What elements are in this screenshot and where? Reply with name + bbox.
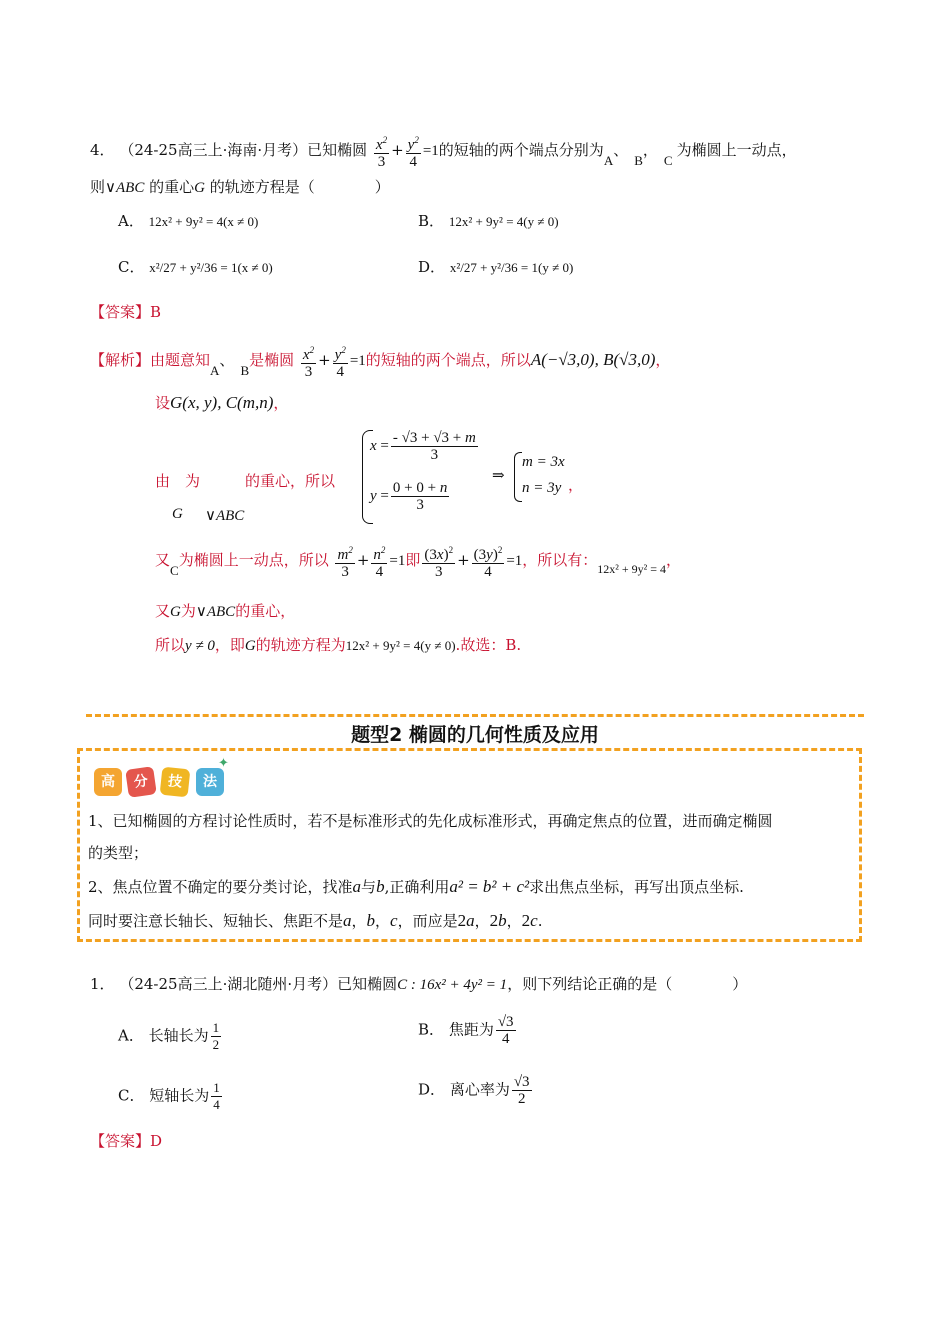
frac-3y2-4: $\frac{(3y)^2}{4}$ — [472, 542, 505, 580]
tip-2: 2、焦点位置不确定的要分类讨论，找准a与b,正确利用a² = b² + c²求出焦点坐标，再写出顶点坐标. — [88, 877, 744, 896]
analysis-point-c: C — [170, 563, 179, 578]
analysis-a8b: ，即 — [214, 636, 245, 654]
q4-stem-d: 则 — [90, 178, 106, 196]
analysis-sep: 、 — [219, 351, 235, 369]
analysis-a7b: 为 — [180, 602, 196, 620]
frac-sqrt3-2: $\frac{√3}{2}$ — [513, 1074, 530, 1107]
tip-3a: 同时要注意长轴长、短轴长、焦距不是 — [88, 912, 344, 930]
section-dash-top — [86, 714, 864, 717]
analysis-a8c: 的轨迹方程为 — [255, 636, 346, 654]
q1-answer: 【答案】D — [90, 1132, 163, 1150]
tip-2d: 求出焦点坐标，再写出顶点坐标. — [529, 878, 744, 896]
analysis-a4e: ， — [273, 394, 289, 412]
q4-sep1: 、 — [613, 141, 629, 159]
q4-answer: 【答案】B — [90, 303, 162, 321]
tip-2c: ,正确利用 — [384, 878, 450, 896]
analysis-a7-triangle: ∨ABC — [195, 604, 236, 620]
option-label: A． — [118, 1026, 144, 1045]
tip-1b: 的类型； — [88, 844, 149, 862]
option-text: x²/27 + y²/36 = 1(y ≠ 0) — [449, 260, 574, 275]
analysis-a5-triangle: ∨ABC — [205, 508, 245, 524]
analysis-a6: 又 — [155, 551, 171, 569]
analysis-a5: 由 为 的重心，所以 — [155, 472, 336, 490]
q4-number: 4． — [90, 141, 115, 159]
option-label: A． — [118, 212, 144, 230]
option-label: D． — [418, 1080, 446, 1099]
q1-equation: C : 16x² + 4y² = 1 — [397, 977, 508, 993]
analysis-frac-x2-3: $\frac{x^2}{3}$ — [301, 342, 316, 380]
analysis-a8: 所以 — [155, 636, 186, 654]
q4-stem-e: 的重心 — [149, 178, 195, 196]
frac-n2-4: $\frac{n^2}{4}$ — [371, 542, 387, 580]
frac-m2-3: $\frac{m^2}{3}$ — [335, 542, 354, 580]
q1-option-b[interactable] — [418, 1014, 518, 1047]
analysis-a8-eq: 12x² + 9y² = 4(y ≠ 0) — [345, 638, 456, 653]
q4-triangle: ∨ABC — [105, 180, 145, 196]
option-text: 离心率为 — [449, 1080, 510, 1099]
tip-2a: 2、焦点位置不确定的要分类讨论，找准 — [88, 878, 353, 896]
q4-sep2: ， — [642, 141, 658, 159]
q4-analysis-line6 — [155, 634, 521, 655]
badge-fa: 法 — [196, 768, 224, 796]
analysis-a2: 是椭圆 — [249, 351, 295, 369]
q4-stem-f: 的轨迹方程是（ ） — [209, 178, 390, 196]
q1-stem-a: 已知椭圆 — [337, 975, 398, 993]
badge-ji: 技 — [160, 767, 191, 798]
q4-analysis-line4: 又C为椭圆上一动点，所以 $\frac{m^2}{3}$ + $\frac{n^2}{4}$ =1即 $\frac{(3x)^2}{3}$ + $\frac{(3y)^2}{4}$ =1，所以有：$_{12x^2 + 9y^2 = 4}$， — [155, 542, 681, 580]
option-text: 焦距为 — [448, 1020, 494, 1039]
q4-option-c[interactable] — [118, 256, 273, 277]
analysis-a3e: ， — [655, 351, 671, 369]
q4-g: G — [194, 180, 205, 196]
analysis-ab-coords: A(−√3,0), B(√3,0) — [530, 350, 656, 369]
option-label: B． — [418, 1020, 445, 1039]
q4-point-c: C — [663, 153, 673, 168]
option-text: x²/27 + y²/36 = 1(x ≠ 0) — [149, 260, 273, 275]
tip-3c: . — [537, 912, 543, 930]
option-label: B． — [418, 212, 445, 230]
analysis-a6-eq: 12x² + 9y² = 4 — [597, 562, 667, 576]
analysis-a7-g: G — [170, 604, 181, 620]
tip-2-formula: a² = b² + c² — [449, 877, 530, 896]
option-label: C． — [118, 1086, 145, 1105]
analysis-frac-y2-4: $\frac{y^2}{4}$ — [333, 342, 348, 380]
q4-analysis-line5 — [155, 600, 295, 621]
analysis-a4: 设 — [155, 394, 171, 412]
analysis-a1: 由题意知 — [150, 351, 211, 369]
option-text: 12x² + 9y² = 4(y ≠ 0) — [448, 214, 559, 229]
q4-frac-x2-3: $\frac{x^2}{3}$ — [374, 132, 389, 170]
analysis-a8-g: G — [244, 638, 256, 654]
q1-stem-b: ，则下列结论正确的是（ ） — [507, 975, 748, 993]
analysis-a6c: 即 — [405, 551, 421, 569]
analysis-a8-cond: y ≠ 0 — [185, 638, 215, 654]
analysis-tag: 【解析】 — [90, 351, 151, 369]
q4-analysis-line1: 【解析】由题意知A、B是椭圆 $\frac{x^2}{3}$ + $\frac{y^2}{4}$ =1的短轴的两个端点，所以A(−√3,0), B(√3,0)， — [90, 342, 670, 380]
q4-stem-line1: 4． （24-25高三上·海南·月考）已知椭圆 $\frac{x^2}{3}$ + $\frac{y^2}{4}$ =1的短轴的两个端点分别为A、B，C为椭圆上一动点， — [90, 132, 797, 170]
tip-2b: 与 — [361, 878, 377, 896]
analysis-a5-g: G — [172, 506, 183, 522]
tip-3b: ，而应是 — [397, 912, 458, 930]
system-eq-y: y = $\frac{0 + 0 + n}{3}$ — [370, 480, 448, 513]
q4-source: （24-25高三上·海南·月考） — [119, 141, 308, 159]
q4-point-a: A — [603, 153, 614, 168]
frac-sqrt3-4: $\frac{√3}{4}$ — [497, 1014, 514, 1047]
analysis-set-gc: G(x, y), C(m,n) — [170, 393, 274, 412]
q4-option-a[interactable] — [118, 210, 258, 231]
q1-option-c[interactable] — [118, 1080, 224, 1113]
option-label: D． — [418, 258, 446, 276]
result-n: n = 3y — [522, 480, 562, 496]
frac-3x2-3: $\frac{(3x)^2}{3}$ — [422, 542, 455, 580]
q4-frac-y2-4: $\frac{y^2}{4}$ — [406, 132, 421, 170]
q1-source: （24-25高三上·湖北随州·月考） — [119, 975, 338, 993]
frac-1-2: $\frac{1}{2}$ — [212, 1020, 220, 1052]
system-eq-x: x = $\frac{- √3 + √3 + m}{3}$ — [370, 430, 476, 463]
analysis-a7c: 的重心， — [235, 602, 296, 620]
analysis-a3: 的短轴的两个端点，所以 — [365, 351, 531, 369]
option-text: 短轴长为 — [149, 1086, 210, 1105]
q4-stem-line2 — [90, 176, 390, 197]
badge-sparkle-icon: ✦ — [218, 756, 229, 771]
q4-stem-c: 为椭圆上一动点， — [676, 141, 797, 159]
frac-1-4: $\frac{1}{4}$ — [213, 1080, 220, 1112]
badge-fen: 分 — [125, 766, 157, 798]
analysis-a8e: .故选：B. — [455, 636, 522, 654]
option-label: C． — [118, 258, 145, 276]
q1-option-d[interactable] — [418, 1074, 534, 1107]
q1-stem — [90, 973, 747, 994]
analysis-point-a: A — [210, 363, 220, 378]
implies-arrow: ⇒ — [492, 468, 505, 484]
q4-option-b[interactable] — [418, 210, 559, 231]
q4-option-d[interactable] — [418, 256, 573, 277]
analysis-a6d: ，所以有： — [522, 551, 598, 569]
q4-analysis-line2 — [155, 392, 288, 413]
q1-option-a[interactable] — [118, 1020, 223, 1053]
q4-stem-b: 的短轴的两个端点分别为 — [438, 141, 604, 159]
section-title: 题型2 椭圆的几何性质及应用 — [351, 724, 599, 746]
analysis-a7: 又 — [155, 602, 171, 620]
badge-gao: 高 — [94, 768, 122, 796]
result-brace — [514, 452, 522, 502]
tip-1: 1、已知椭圆的方程讨论性质时，若不是标准形式的先化成标准形式，再确定焦点的位置，进而确定椭圆 — [88, 812, 773, 830]
q4-point-b: B — [634, 153, 643, 168]
q1-number: 1． — [90, 975, 115, 993]
result-m: m = 3x — [522, 454, 565, 470]
analysis-a6e: ， — [666, 551, 682, 569]
tip-3: 同时要注意长轴长、短轴长、焦距不是a，b，c，而应是2a，2b，2c. — [88, 911, 543, 930]
option-text: 长轴长为 — [148, 1026, 209, 1045]
option-text: 12x² + 9y² = 4(x ≠ 0) — [148, 214, 259, 229]
analysis-point-b: B — [240, 363, 250, 378]
analysis-a6b: 为椭圆上一动点，所以 — [178, 551, 329, 569]
result-comma: ， — [568, 476, 584, 494]
q4-stem-a: 已知椭圆 — [307, 141, 368, 159]
